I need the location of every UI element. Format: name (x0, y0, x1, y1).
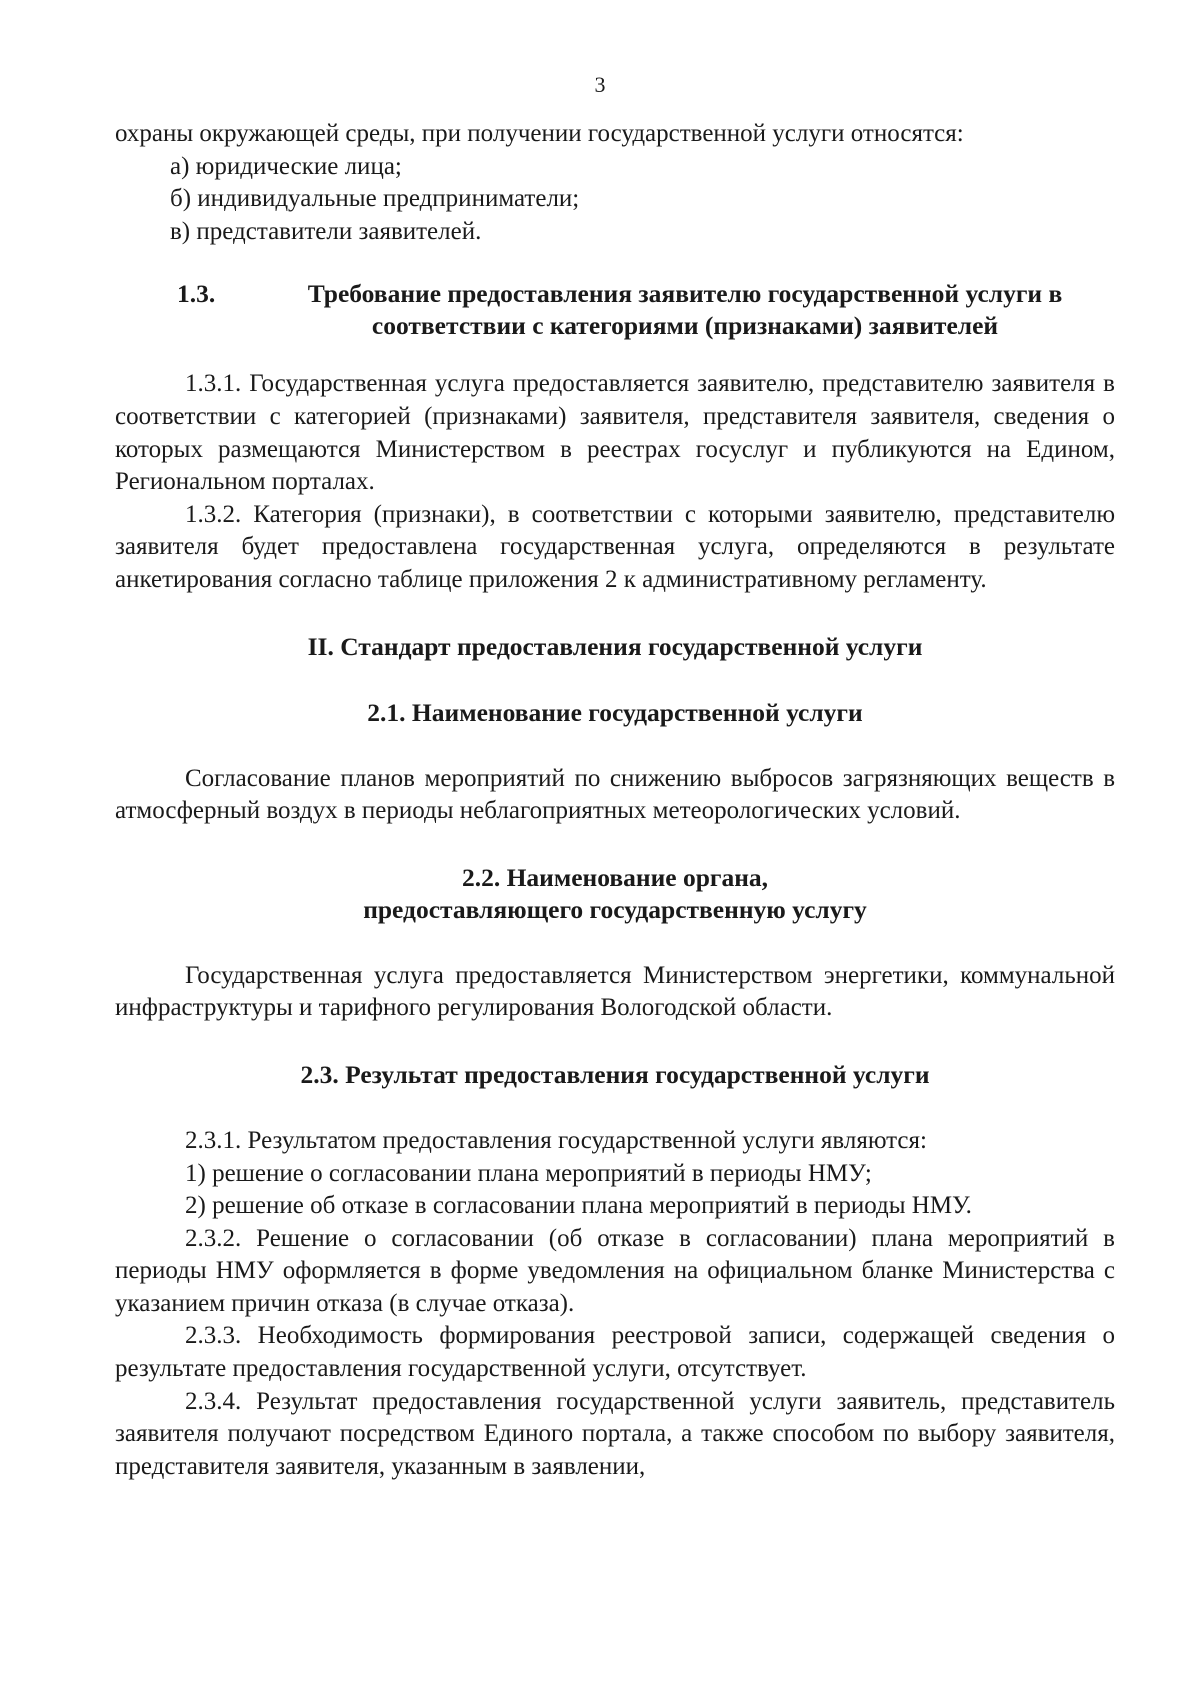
paragraph-1-3-2: 1.3.2. Категория (признаки), в соответствии с которыми заявителю, представителю заявителя будет предоставлена государственная услуга, определяются в результате анкетирования согласно таблице приложения 2 к административному регламенту. (115, 500, 1115, 593)
paragraph-1-3-1: 1.3.1. Государственная услуга предоставляется заявителю, представителю заявителя в соответствии с категорией (признаками) заявителя, представителя заявителя, сведения о которых размещаются Министерством в реестрах госуслуг и публикуются на Едином, Региональном порталах. (115, 370, 1115, 496)
section-heading-2-3: 2.3. Результат предоставления государственной услуги (300, 1059, 930, 1089)
paragraph-2-3-1: 2.3.1. Результатом предоставления государственной услуги являются: (185, 1126, 927, 1154)
paragraph-2-3-2: 2.3.2. Решение о согласовании (об отказе в согласовании) плана мероприятий в периоды НМУ оформляется в форме уведомления на официальном бланке Министерства с указанием причин отказа (в случае отказа). (115, 1224, 1115, 1317)
section-number: 1.3. (177, 279, 216, 309)
list-item: в) представители заявителей. (170, 217, 482, 245)
intro-line: охраны окружающей среды, при получении государственной услуги относятся: (115, 120, 964, 147)
list-item: 1) решение о согласовании плана мероприятий в периоды НМУ; (185, 1159, 872, 1187)
chapter-heading-2: II. Стандарт предоставления государственной услуги (307, 631, 923, 661)
paragraph-2-3-3: 2.3.3. Необходимость формирования реестровой записи, содержащей сведения о результате предоставления государственной услуги, отсутствует. (115, 1322, 1115, 1383)
section-title: Требование предоставления заявителю государственной услуги в соответствии с категориями (признаками) заявителей (307, 279, 1063, 341)
section-heading-2-2-line2: предоставляющего государственную услугу (363, 894, 867, 924)
page-number: 3 (594, 72, 606, 97)
section-heading-2-1: 2.1. Наименование государственной услуги (367, 697, 863, 727)
paragraph-2-1: Согласование планов мероприятий по снижению выбросов загрязняющих веществ в атмосферный воздух в периоды неблагоприятных метеорологических условий. (115, 764, 1115, 825)
paragraph-2-2: Государственная услуга предоставляется Министерством энергетики, коммунальной инфраструктуры и тарифного регулирования Вологодской области. (115, 961, 1115, 1022)
list-item: а) юридические лица; (170, 152, 402, 180)
section-heading-2-2-line1: 2.2. Наименование органа, (461, 862, 769, 892)
paragraph-2-3-4: 2.3.4. Результат предоставления государственной услуги заявитель, представитель заявителя получают посредством Единого портала, а также способом по выбору заявителя, представителя заявителя, указанным в заявлении, (115, 1387, 1115, 1480)
list-item: 2) решение об отказе в согласовании плана мероприятий в периоды НМУ. (185, 1192, 972, 1220)
document-body (115, 118, 1115, 1483)
section-heading-1-3 (115, 278, 1115, 342)
list-item: б) индивидуальные предприниматели; (170, 185, 580, 213)
